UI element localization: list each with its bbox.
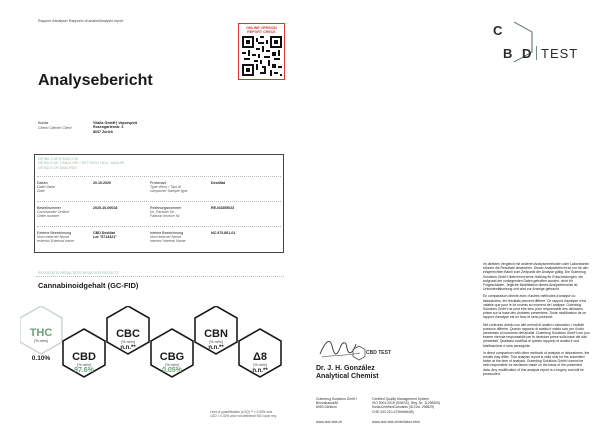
cbn-name: CBN [204,328,228,340]
order-label-translations: Commande/ Ordine/ Order number [37,210,70,219]
cannabinoid-cbc [107,328,149,352]
thc-unit: [% m/m] [34,339,48,343]
company-city: 8953 Dietikon [316,405,337,410]
date-label: Datum [37,181,48,185]
order-label: Bestellnummer [37,206,61,210]
divider [36,276,284,277]
client-label-translations: Client/ Cliente/ Client [38,126,72,130]
footer-certification [372,397,472,414]
footer-website-link[interactable]: www.cbd-test.ch [316,420,343,424]
qr-code-icon [242,36,282,76]
footer-company [316,397,368,410]
invoice-label-translations: Nr.-Facture/ Nr.- Fattura/ Invoice Nr. [150,210,181,219]
internal-name-label: Interne Bezeichnung [150,231,183,235]
cbd-unit: [% m/m] [77,363,91,367]
client-street: Rosengartenstr. 3 [93,125,124,130]
cbg-value: 0.05% [162,367,182,375]
cannabinoid-delta8 [239,351,281,375]
invoice-value: RE-i03355023 [211,206,235,210]
analysis-details-box [34,154,284,253]
order-value: 2020-10-00018 [93,206,118,210]
cbn-value: n.n.** [208,345,224,352]
delta8-value: n.n.** [252,368,268,375]
qr-verification-box[interactable] [238,23,285,80]
analysis-details-heading: DETAILS DER ANALYSE DÉTAILS DE L'ANALYSE / DETTAGLI DELL' ANALISI DETAILS OF ANALYSIS [38,157,125,170]
logo-letter-d: D [522,46,532,61]
qr-title: ONLINE VERSION REPORT CHECK [246,26,277,34]
cbd-name: CBD [72,351,96,363]
signer-role: Analytical Chemist [316,373,379,380]
logo-test-word: TEST [541,46,579,61]
cannabinoid-thc [20,327,62,343]
external-name-value: CBD Destilat Lot "5714321" [93,231,117,240]
internal-name-value: NC.973.801-01 [211,231,236,235]
logo-letter-c: C [493,23,503,38]
note-english: In direct comparison with other methods of analysis or laboratories, the results may differ. This analysis report is valid only for the submitted batch at the time of analysis. Gutenbug Solutions GmbH cannot be held responsible for decisions made on the basis of the presented data. Any modification of this analysis report is a forgery and will be prosecuted. [483,350,590,376]
delta8-name: Δ8 [252,351,268,363]
cbd-value: 97.6% [74,367,94,375]
cbd-test-logo [470,18,585,88]
sample-type-value: Destillat [211,181,225,185]
client-name: Vitalis GmbH | Vaporspirit [93,121,138,125]
note-italian: Nel confronto diretto con altri metodi di analisi o laboratori, i risultati possono differire. Questo rapporto di analisi è valido solo per il lotto presentato al momento dell'analisi. Gutenbug Solutions GmbH non può essere ritenuta responsabile per le decisioni prese sulla base dei dati presentati. Qualsiasi modifica di questo rapporto di analisi è una falsificazione e sarà perseguita. [483,322,590,348]
thc-value-wrap [20,355,62,363]
note-german: Im direkten Vergleich mit anderen Analysemethoden oder Laboratorien können die Resultate abweichen. Dieser Analysebericht ist nur für den eingereichten Batch zum Zeitpunkt der Analyse gültig. Die Gutenbug Solutions GmbH übernimmt keine Haftung für Entscheidungen, die aufgrund der vorliegenden Daten getroffen wurden, nicht für Folgeschäden. Jegliche Modifikation dieses Analyseberichts ist Urkundenfälschung und wird zur Anzeige gebracht. [483,262,590,292]
company-street: Benzstrasse82 [316,401,339,406]
thc-value: 0.10% [31,355,51,362]
cbc-value: n.n.** [120,345,136,352]
signer-name: Dr. J. H. González [316,365,375,372]
delta8-unit: [% m/m] [253,363,267,367]
date-label-translations: Date/ Data/ Date [37,185,56,194]
divider [37,176,281,177]
client-city: 8037 Zürich [93,129,113,134]
divider [37,201,281,202]
footer-lab-link[interactable]: www.cbd-test.ch/de/labor.html [372,420,420,424]
cbg-name: CBG [159,351,185,363]
cbc-name: CBC [116,328,140,340]
logo-divider [536,46,537,60]
report-reference: Rapport d'analyse/ Rapporto di analisi/Analysis report [38,19,124,23]
internal-name-label-translations: Nom interne/ Nome interno/ Internal Name [150,235,186,244]
cannabinoid-cbg [151,351,193,375]
external-name-label: Externe Bezeichnung [37,231,72,235]
cbc-unit: [% m/m] [121,340,135,344]
thc-name: THC [29,327,53,339]
cannabinoid-cbn [195,328,237,352]
sample-type-label: Probenart [150,181,166,185]
cert-line-3: SwissCertifiedCannabis (ID-Nrd. 296829) [372,405,435,410]
stamp-icon [352,345,366,361]
sample-type-label-translations: Type d'éch./ Tipo di campione/ Sample type [150,185,188,194]
cert-line-2: ISO 9001:2015 (SWISS), Reg. Nr. 11298305) [372,401,441,406]
external-name-label-translations: Nom externe/ Nome esterno/ External name [37,235,75,244]
date-value: 20.10.2020 [93,181,111,185]
cannabinoid-cbd [63,351,105,375]
legal-notes [483,262,590,376]
cbn-unit: [% m/m] [209,340,223,344]
quantification-footnote: Limit of quantification (LOQ) ** = 0.05% w/w LOD = 0.02% w/w/ not detected/ NIO upon req. [210,410,277,418]
cert-line-4: CHE-333.210-479e6d6b48) [372,409,414,414]
logo-letter-b: B [503,46,513,61]
stamp-label: CBD TEST [366,350,391,356]
results-title: Cannabinoidgehalt (GC-FID) [38,281,139,290]
client-address [93,121,137,134]
client-label: Kunde [38,121,49,125]
invoice-label: Rechnungsnummer [150,206,182,210]
divider [37,226,281,227]
cert-line-1: Certified Quality Management System [372,397,430,401]
page-title: Analysebericht [38,72,153,89]
results-heading: RESULTATE/ RÉSULTATS/ RISULTATI/ RESULTS [38,271,119,275]
note-french: En comparaison directe avec d'autres méthodes d'analyse ou laboratoires, les résultats peuvent différer. Ce rapport d'analyse n'est valable que pour le lot soumis au moment de l'analyse. Gutenbug Solutions GmbH ne peut être tenu pour responsable des décisions prises sur la base des données présentées. Toute modification de ce rapport d'analyse est un faux et sera poursuivi. [483,294,587,320]
cbg-unit: [% m/m] [165,363,179,367]
signature-block [316,336,456,391]
company-name: Gutenbug Solutions GmbH [316,397,357,401]
